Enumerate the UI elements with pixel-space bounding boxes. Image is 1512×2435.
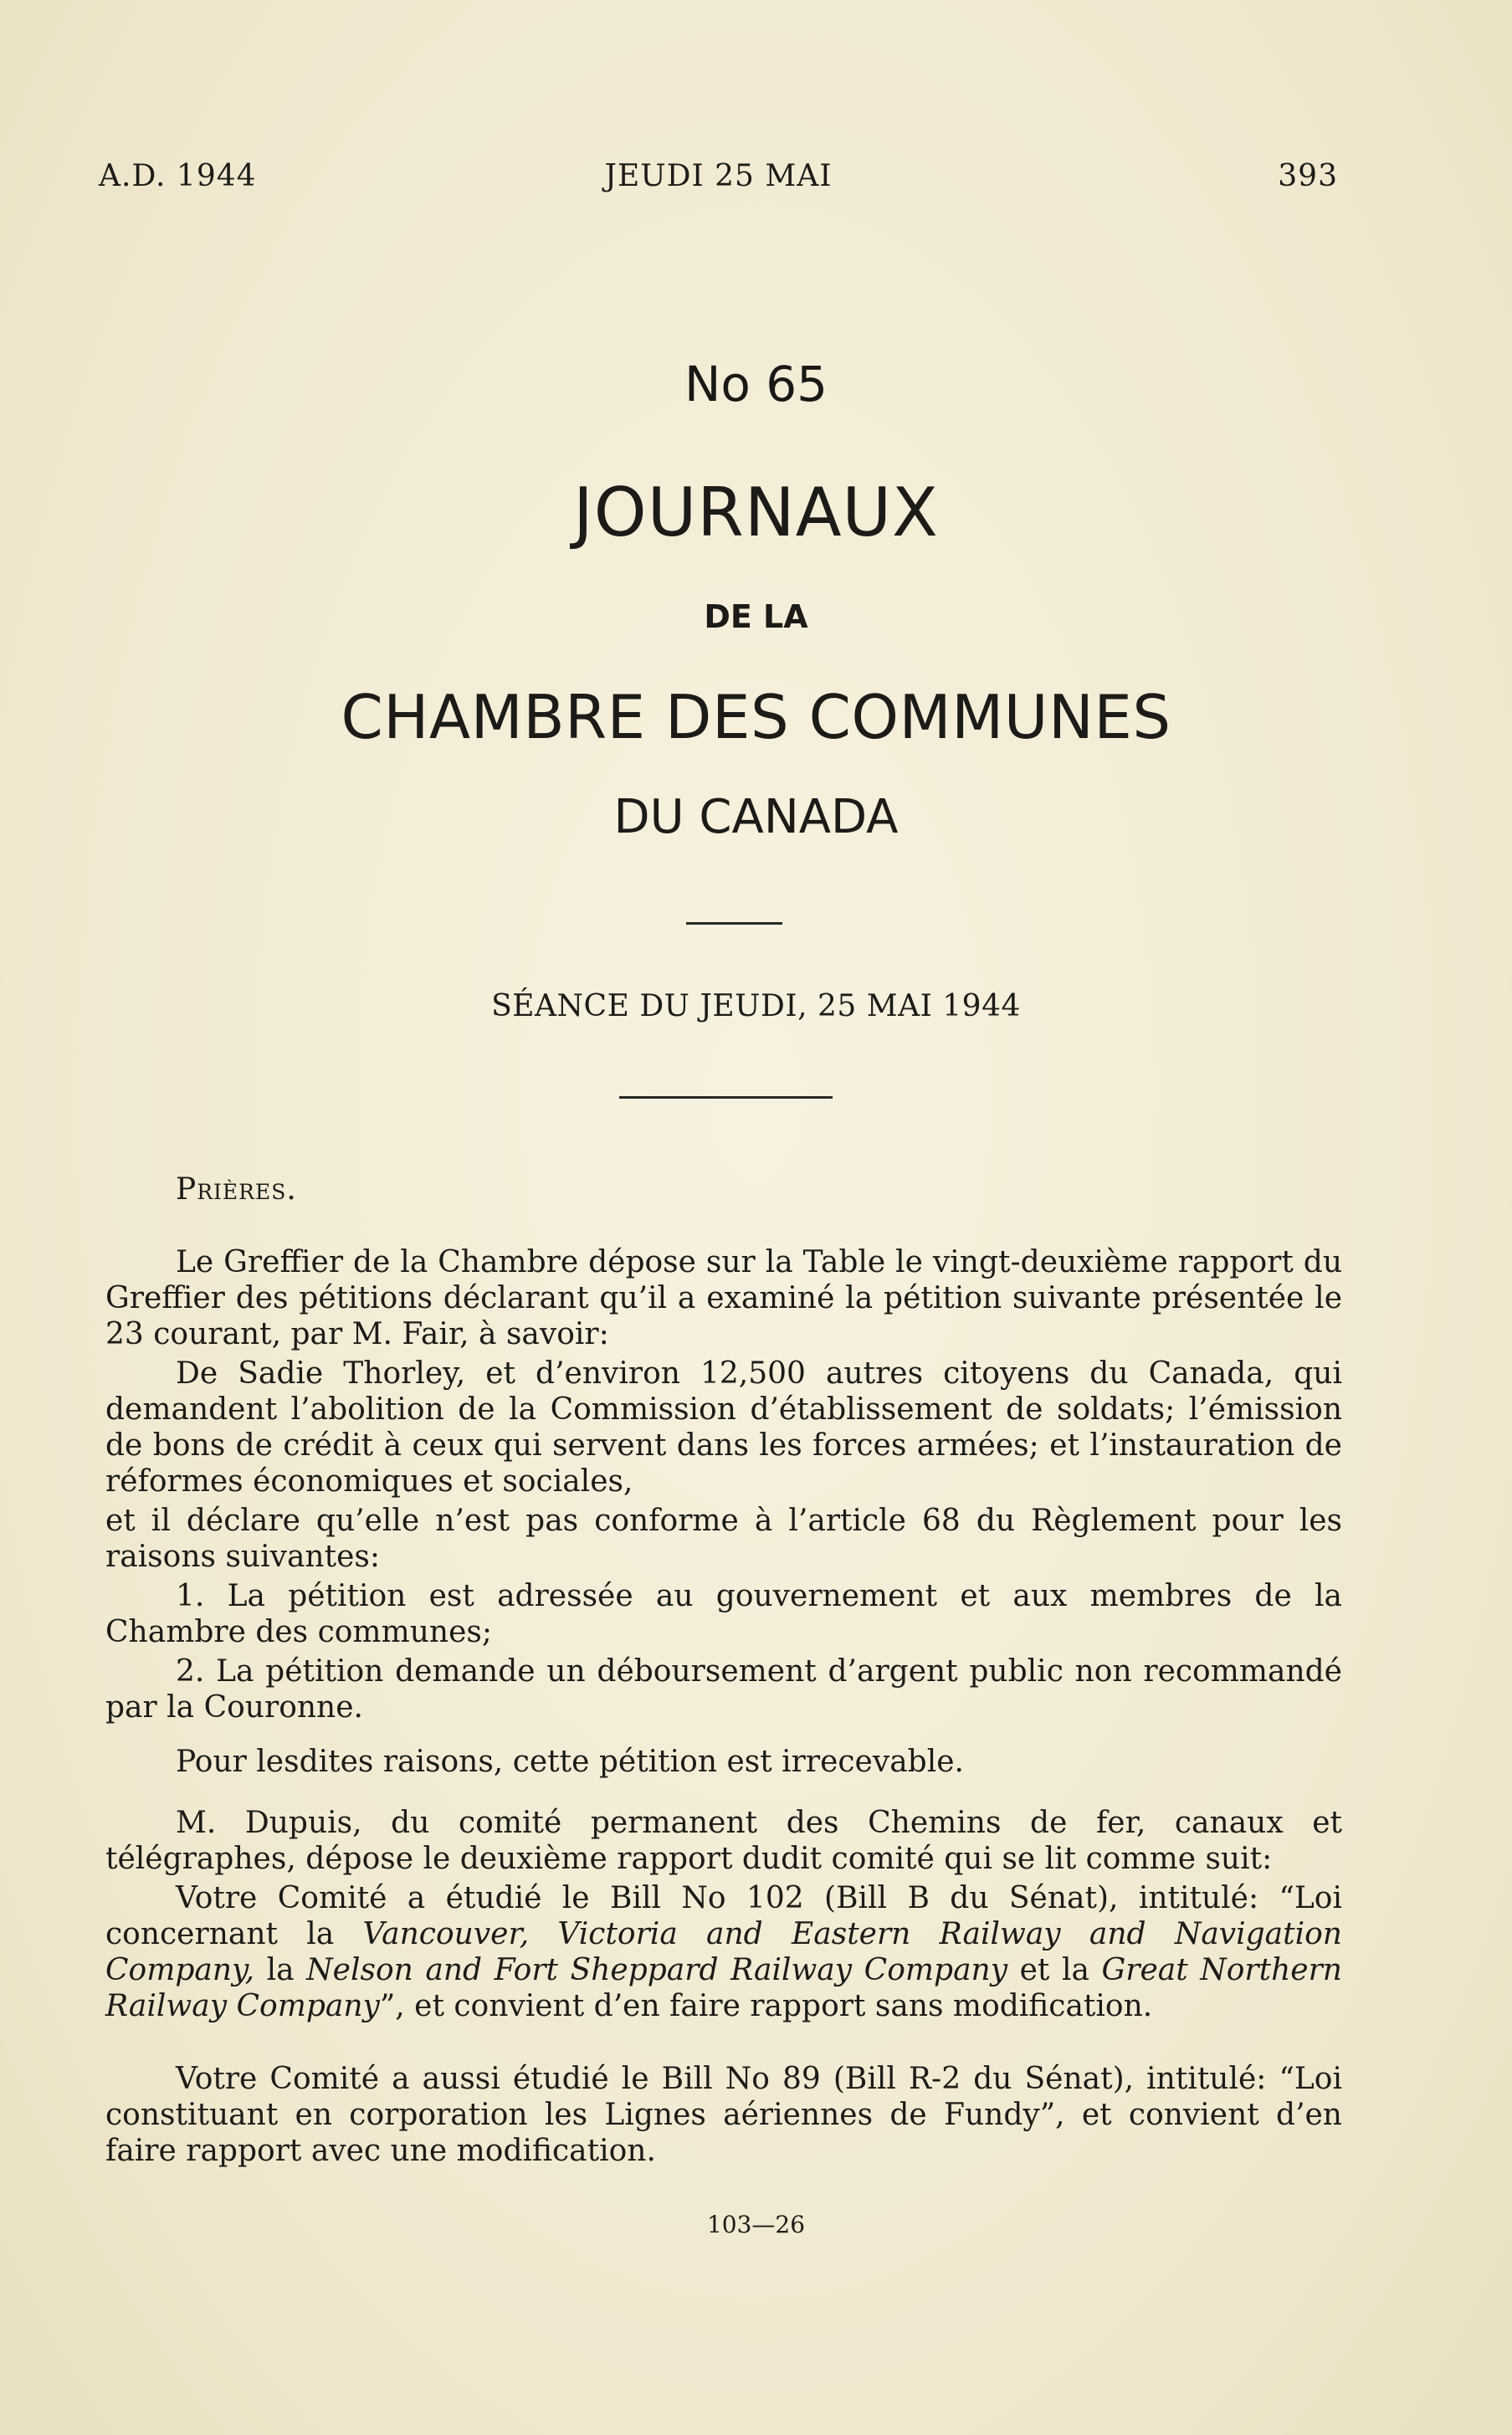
divider-rule (686, 922, 782, 925)
bill-102-text-b: la (254, 1953, 307, 1987)
paragraph-petition-finding: et il déclare qu’elle n’est pas conforme à l’article 68 du Règlement pour les raisons suivantes: (105, 1504, 1342, 1574)
masthead-title-de-la: DE LA (704, 598, 808, 635)
running-head-date: JEUDI 25 MAI (604, 159, 833, 193)
paragraph-reason-1: 1. La pétition est adressée au gouvernement et aux membres de la Chambre des communes; (105, 1579, 1342, 1649)
issue-number: No 65 (684, 356, 828, 413)
journal-body (105, 1171, 1342, 2169)
paragraph-clerk-report: Le Greffier de la Chambre dépose sur la Table le vingt-deuxième rapport du Greffier des pétitions déclarant qu’il a examiné la pétition suivante présentée le 23 courant, par M. Fair, à savoir: (105, 1245, 1342, 1351)
bill-102-company-3: Great Northern Railway Company (105, 1953, 1342, 2023)
signature-folio: 103—26 (706, 2211, 806, 2238)
prayers-heading: Prières. (176, 1172, 297, 1207)
paragraph-petition-conclusion: Pour lesdites raisons, cette pétition est irrecevable. (176, 1745, 964, 1779)
masthead-title-canada: DU CANADA (613, 790, 899, 844)
paragraph-committee-report: M. Dupuis, du comité permanent des Chemins de fer, canaux et télégraphes, dépose le deuxième rapport dudit comité qui se lit comme suit: (105, 1806, 1342, 1876)
masthead-title-chambre: CHAMBRE DES COMMUNES (341, 682, 1171, 752)
paragraph-reason-2: 2. La pétition demande un déboursement d’argent public non recommandé par la Couronne. (105, 1654, 1342, 1725)
bill-102-text-d: ”, et convient d’en faire rapport sans modification. (379, 1989, 1153, 2023)
bill-102-text-a: Votre Comité a étudié le Bill No 102 (Bill B du Sénat), intitulé: “Loi concernant la (105, 1881, 1342, 1951)
paragraph-bill-102 (105, 1880, 1342, 2024)
running-head-year: A.D. 1944 (99, 159, 257, 193)
running-head (99, 159, 1338, 201)
paragraph-petition: De Sadie Thorley, et d’environ 12,500 autres citoyens du Canada, qui demandent l’abolition de la Commission d’établissement de soldats; l’émission de bons de crédit à ceux qui servent dans les forces armées; et l’instauration de réformes économiques et sociales, (105, 1356, 1342, 1499)
masthead-title-journaux: JOURNAUX (573, 474, 939, 551)
paragraph-bill-89: Votre Comité a aussi étudié le Bill No 89 (Bill R-2 du Sénat), intitulé: “Loi constituant en corporation les Lignes aériennes de Fundy”, et convient d’en faire rapport avec une modification. (105, 2062, 1342, 2168)
bill-102-text-c: et la (1007, 1953, 1102, 1987)
bill-102-company-1: Vancouver, Victoria and Eastern Railway and Navigation Company, (105, 1917, 1342, 1987)
divider-rule (619, 1096, 833, 1099)
bill-102-company-2: Nelson and Fort Sheppard Railway Company (306, 1953, 1008, 1987)
page-number: 393 (1278, 159, 1338, 193)
sitting-heading: SÉANCE DU JEUDI, 25 MAI 1944 (491, 989, 1021, 1023)
